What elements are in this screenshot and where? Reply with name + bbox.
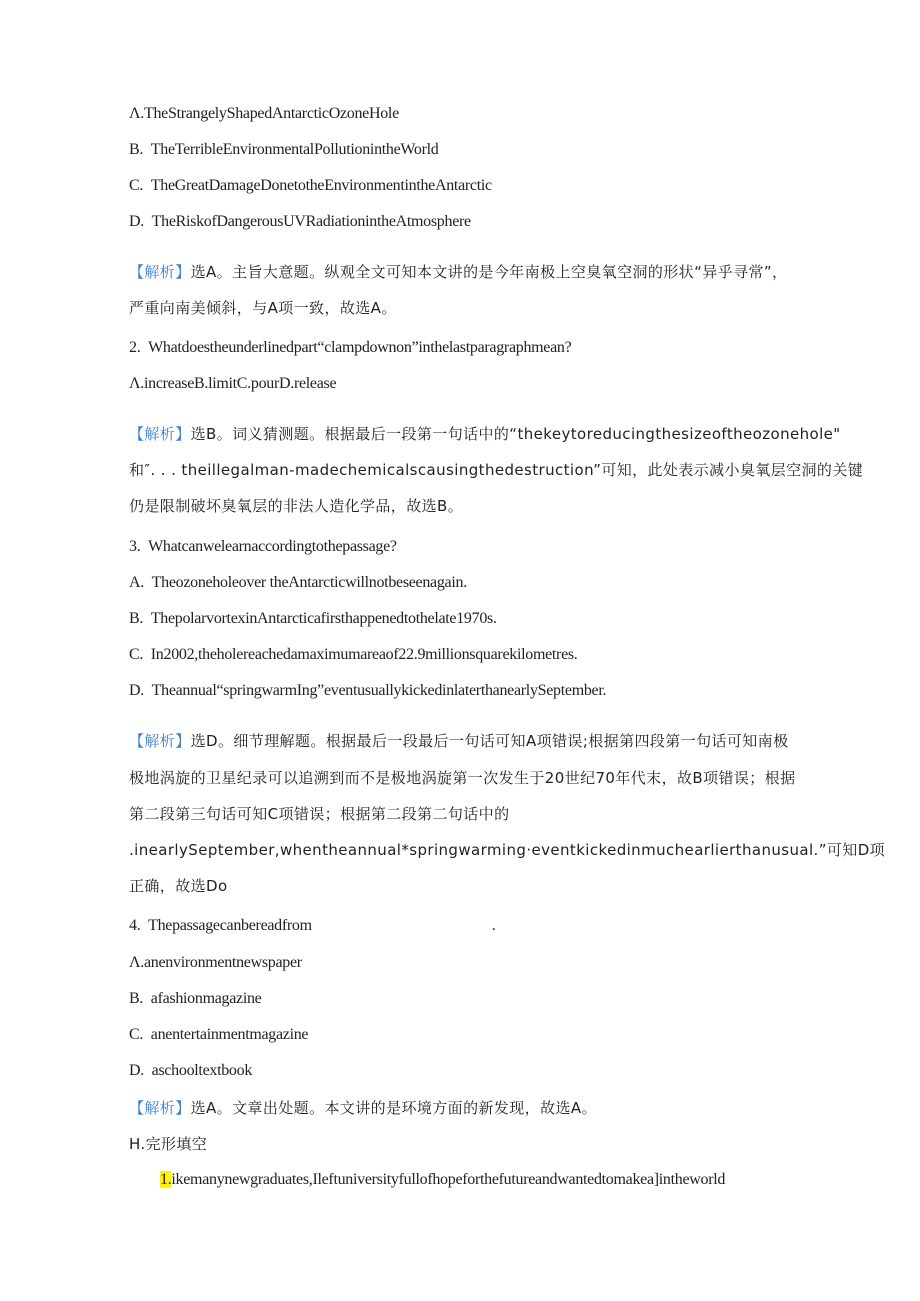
q3-option-c: C. In2002,theholereachedamaximumareaof22.9millionsquarekilometres. bbox=[129, 646, 578, 663]
analysis-tag: 【解析】 bbox=[129, 425, 191, 443]
q1-analysis-line-2: 严重向南美倾斜，与A项一致，故选A。 bbox=[129, 299, 397, 317]
q4-analysis: 【解析】选A。文章出处题。本文讲的是环境方面的新发现，故选A。 bbox=[129, 1099, 597, 1117]
analysis-tag: 【解析】 bbox=[129, 1099, 191, 1117]
q4-option-d: D. aschooltextbook bbox=[129, 1062, 253, 1079]
q1-analysis-line-1: 【解析】选A。主旨大意题。纵观全文可知本文讲的是今年南极上空臭氧空洞的形状“异乎寻常”， bbox=[129, 263, 788, 281]
q1-option-c: C. TheGreatDamageDonetotheEnvironmentintheAntarctic bbox=[129, 177, 492, 194]
q3-analysis-line-1: 【解析】选D。细节理解题。根据最后一段最后一句话可知A项错误;根据第四段第一句话可知南极 bbox=[129, 732, 789, 750]
q3-option-b: B. ThepolarvortexinAntarcticafirsthappenedtothelate1970s. bbox=[129, 610, 497, 627]
q3-analysis-line-4: .inearlySeptember,whentheannual*springwarming·eventkickedinmuchearlierthanusual.”可知D项 bbox=[129, 841, 886, 859]
q4-option-a: Λ.anenvironmentnewspaper bbox=[129, 954, 302, 971]
q4-option-c: C. anentertainmentmagazine bbox=[129, 1026, 309, 1043]
section-title: H.完形填空 bbox=[129, 1135, 208, 1153]
q4-option-b: B. afashionmagazine bbox=[129, 990, 262, 1007]
q1-option-b: B. TheTerribleEnvironmentalPollutionintheWorld bbox=[129, 141, 439, 158]
analysis-tag: 【解析】 bbox=[129, 263, 191, 281]
q3-analysis-line-5: 正确，故选Do bbox=[129, 877, 228, 895]
q2-options: Λ.increaseB.limitC.pourD.release bbox=[129, 375, 337, 392]
highlighted-text: 1. bbox=[160, 1171, 172, 1188]
analysis-tag: 【解析】 bbox=[129, 732, 191, 750]
q1-option-a: Λ.TheStrangelyShapedAntarcticOzoneHole bbox=[129, 105, 399, 122]
q2-analysis-line-1: 【解析】选B。词义猜测题。根据最后一段第一句话中的“thekeytoreducingthesizeoftheozonehole" bbox=[129, 425, 841, 443]
q2-analysis-line-2: 和″. . . theillegalman-madechemicalscausingthedestruction”可知，此处表示减小臭氧层空洞的关键 bbox=[129, 461, 864, 479]
q3-analysis-line-3: 第二段第三句话可知C项错误；根据第二段第二句话中的 bbox=[129, 805, 510, 823]
question-2: 2. Whatdoestheunderlinedpart“clampdownon”inthelastparagraphmean? bbox=[129, 339, 572, 356]
q1-option-d: D. TheRiskofDangerousUVRadiationintheAtmosphere bbox=[129, 213, 471, 230]
question-3: 3. Whatcanwelearnaccordingtothepassage? bbox=[129, 538, 397, 555]
q3-option-d: D. Theannual“springwarmIng”eventusuallykickedinlaterthanearlySeptember. bbox=[129, 682, 607, 699]
cloze-passage-first-line: 1.ikemanynewgraduates,Ileftuniversityfullofhopeforthefutureandwantedtomakea]intheworld bbox=[160, 1171, 726, 1188]
q3-analysis-line-2: 极地涡旋的卫星纪录可以追溯到而不是极地涡旋第一次发生于20世纪70年代末，故B项错误；根据 bbox=[129, 769, 796, 787]
question-4: 4. Thepassagecanbereadfrom . bbox=[129, 917, 496, 934]
q3-option-a: A. Theozoneholeover theAntarcticwillnotbeseenagain. bbox=[129, 574, 467, 591]
q2-analysis-line-3: 仍是限制破坏臭氧层的非法人造化学品，故选B。 bbox=[129, 497, 464, 515]
